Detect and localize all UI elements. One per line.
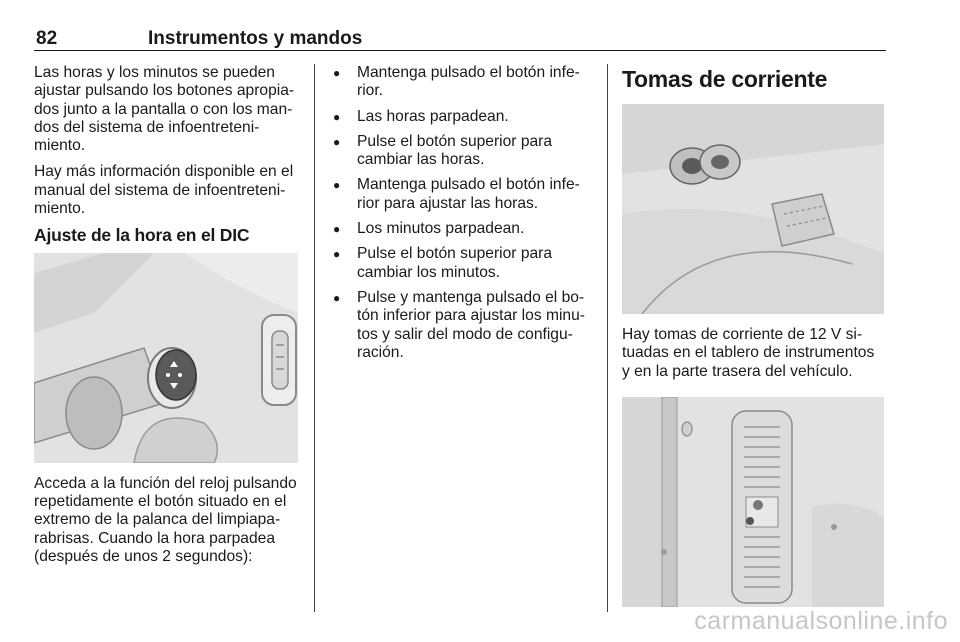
list-item: ● Las horas parpadean. [329,108,595,126]
dashboard-outlet-illustration [622,104,884,314]
wiper-stalk-illustration [34,253,298,463]
dic-time-heading: Ajuste de la hora en el DIC [34,225,250,246]
list-item: ● Los minutos parpadean. [329,220,595,238]
outlets-paragraph: Hay tomas de corriente de 12 V si-tuadas en el tablero de instrumentos y en la parte trasera del vehículo. [622,326,875,380]
list-item: ● Mantenga pulsado el botón infe-rior para ajustar las horas. [329,176,595,213]
column-divider-2 [607,64,608,612]
list-item: ● Pulse el botón superior para cambiar los minutos. [329,245,595,282]
rear-outlet-illustration [622,397,884,607]
column-1 [34,64,302,574]
power-outlets-heading: Tomas de corriente [622,66,828,92]
time-adjust-steps [329,64,595,362]
list-item: ● Pulse el botón superior para cambiar las horas. [329,133,595,170]
column-3 [622,64,886,619]
page-number: 82 [36,28,58,49]
column-divider-1 [314,64,315,612]
section-title: Instrumentos y mandos [148,28,363,49]
intro-paragraph: Las horas y los minutos se pueden ajustar pulsando los botones apropia-dos junto a la pantalla o con los man-dos del sistema de infoentreteni-miento. [34,64,295,155]
list-item: ● Pulse y mantenga pulsado el bo-tón inferior para ajustar los minu-tos y salir del modo de configu-ración. [329,289,595,362]
watermark: carmanualsonline.info [694,607,948,635]
clock-access-paragraph: Acceda a la función del reloj pulsando repetidamente el botón situado en el extremo de la palanca del limpiapa-rabrisas. Cuando la hora parpadea (después de unos 2 segundos): [34,474,297,565]
list-item: ● Mantenga pulsado el botón infe-rior. [329,64,595,101]
page-header [34,26,886,51]
info-paragraph: Hay más información disponible en el manual del sistema de infoentreteni-miento. [34,163,294,218]
column-2 [329,64,595,369]
